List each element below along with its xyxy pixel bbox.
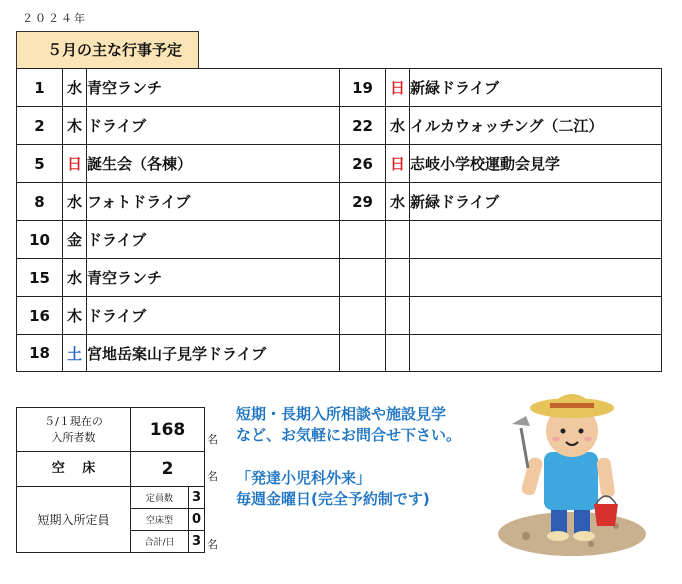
event-name: 青空ランチ (87, 259, 340, 297)
event-date (340, 259, 386, 297)
occupancy-table (16, 407, 205, 553)
event-date: 26 (340, 145, 386, 183)
event-date: 5 (17, 145, 63, 183)
event-name: 新緑ドライブ (410, 183, 662, 221)
event-name (410, 259, 662, 297)
event-weekday: 水 (63, 259, 87, 297)
table-row (17, 335, 662, 372)
event-date: 10 (17, 221, 63, 259)
event-name: 宮地岳案山子見学ドライブ (87, 335, 340, 372)
farmer-boy-illustration (496, 376, 646, 556)
total-value: 3 (189, 531, 205, 553)
unit-label: 名 (207, 433, 218, 446)
event-name: ドライブ (87, 107, 340, 145)
unit-label: 名 (207, 470, 218, 483)
event-weekday: 日 (386, 145, 410, 183)
event-name: イルカウォッチング（二江） (410, 107, 662, 145)
total-label: 合計/日 (131, 531, 189, 553)
contact-message: 短期・長期入所相談や施設見学 など、お気軽にお問合せ下さい。 「発達小児科外来」 毎週金曜日(完全予約制です) (236, 405, 462, 508)
event-name (410, 297, 662, 335)
event-name: 誕生会（各棟） (87, 145, 340, 183)
unit-label: 名 (207, 538, 218, 551)
vacancy-value: 2 (131, 452, 205, 487)
event-weekday (386, 221, 410, 259)
event-weekday (386, 259, 410, 297)
event-weekday (386, 335, 410, 372)
event-weekday: 水 (386, 107, 410, 145)
event-weekday: 金 (63, 221, 87, 259)
event-name (410, 335, 662, 372)
event-weekday (386, 297, 410, 335)
table-row (17, 69, 662, 107)
current-residents-label: ５/１現在の 入所者数 (17, 408, 131, 452)
vacant-bed-value: 0 (189, 509, 205, 531)
event-weekday: 日 (63, 145, 87, 183)
table-row (17, 183, 662, 221)
table-row (17, 221, 662, 259)
event-date: 19 (340, 69, 386, 107)
event-date: 16 (17, 297, 63, 335)
event-date (340, 221, 386, 259)
event-weekday: 木 (63, 107, 87, 145)
event-name: ドライブ (87, 297, 340, 335)
event-name: フォトドライブ (87, 183, 340, 221)
event-name: 新緑ドライブ (410, 69, 662, 107)
event-weekday: 水 (63, 183, 87, 221)
event-date: 8 (17, 183, 63, 221)
event-date (340, 335, 386, 372)
capacity-label: 定員数 (131, 487, 189, 509)
vacancy-label: 空 床 (17, 452, 131, 487)
event-weekday: 木 (63, 297, 87, 335)
schedule-title: ５月の主な行事予定 (16, 31, 199, 69)
table-row (17, 145, 662, 183)
event-weekday: 水 (386, 183, 410, 221)
current-residents-value: 168 (131, 408, 205, 452)
table-row (17, 297, 662, 335)
event-date: 29 (340, 183, 386, 221)
event-date: 18 (17, 335, 63, 372)
table-row (17, 107, 662, 145)
event-date: 22 (340, 107, 386, 145)
event-weekday: 日 (386, 69, 410, 107)
capacity-value: 3 (189, 487, 205, 509)
vacant-bed-label: 空床型 (131, 509, 189, 531)
event-name (410, 221, 662, 259)
event-date: 2 (17, 107, 63, 145)
event-weekday: 水 (63, 69, 87, 107)
event-date (340, 297, 386, 335)
event-name: 志岐小学校運動会見学 (410, 145, 662, 183)
event-name: 青空ランチ (87, 69, 340, 107)
event-table (16, 68, 662, 372)
event-date: 1 (17, 69, 63, 107)
event-date: 15 (17, 259, 63, 297)
table-row (17, 259, 662, 297)
short-stay-label: 短期入所定員 (17, 487, 131, 553)
year-label: ２０２４年 (22, 12, 87, 25)
event-weekday: 土 (63, 335, 87, 372)
event-name: ドライブ (87, 221, 340, 259)
